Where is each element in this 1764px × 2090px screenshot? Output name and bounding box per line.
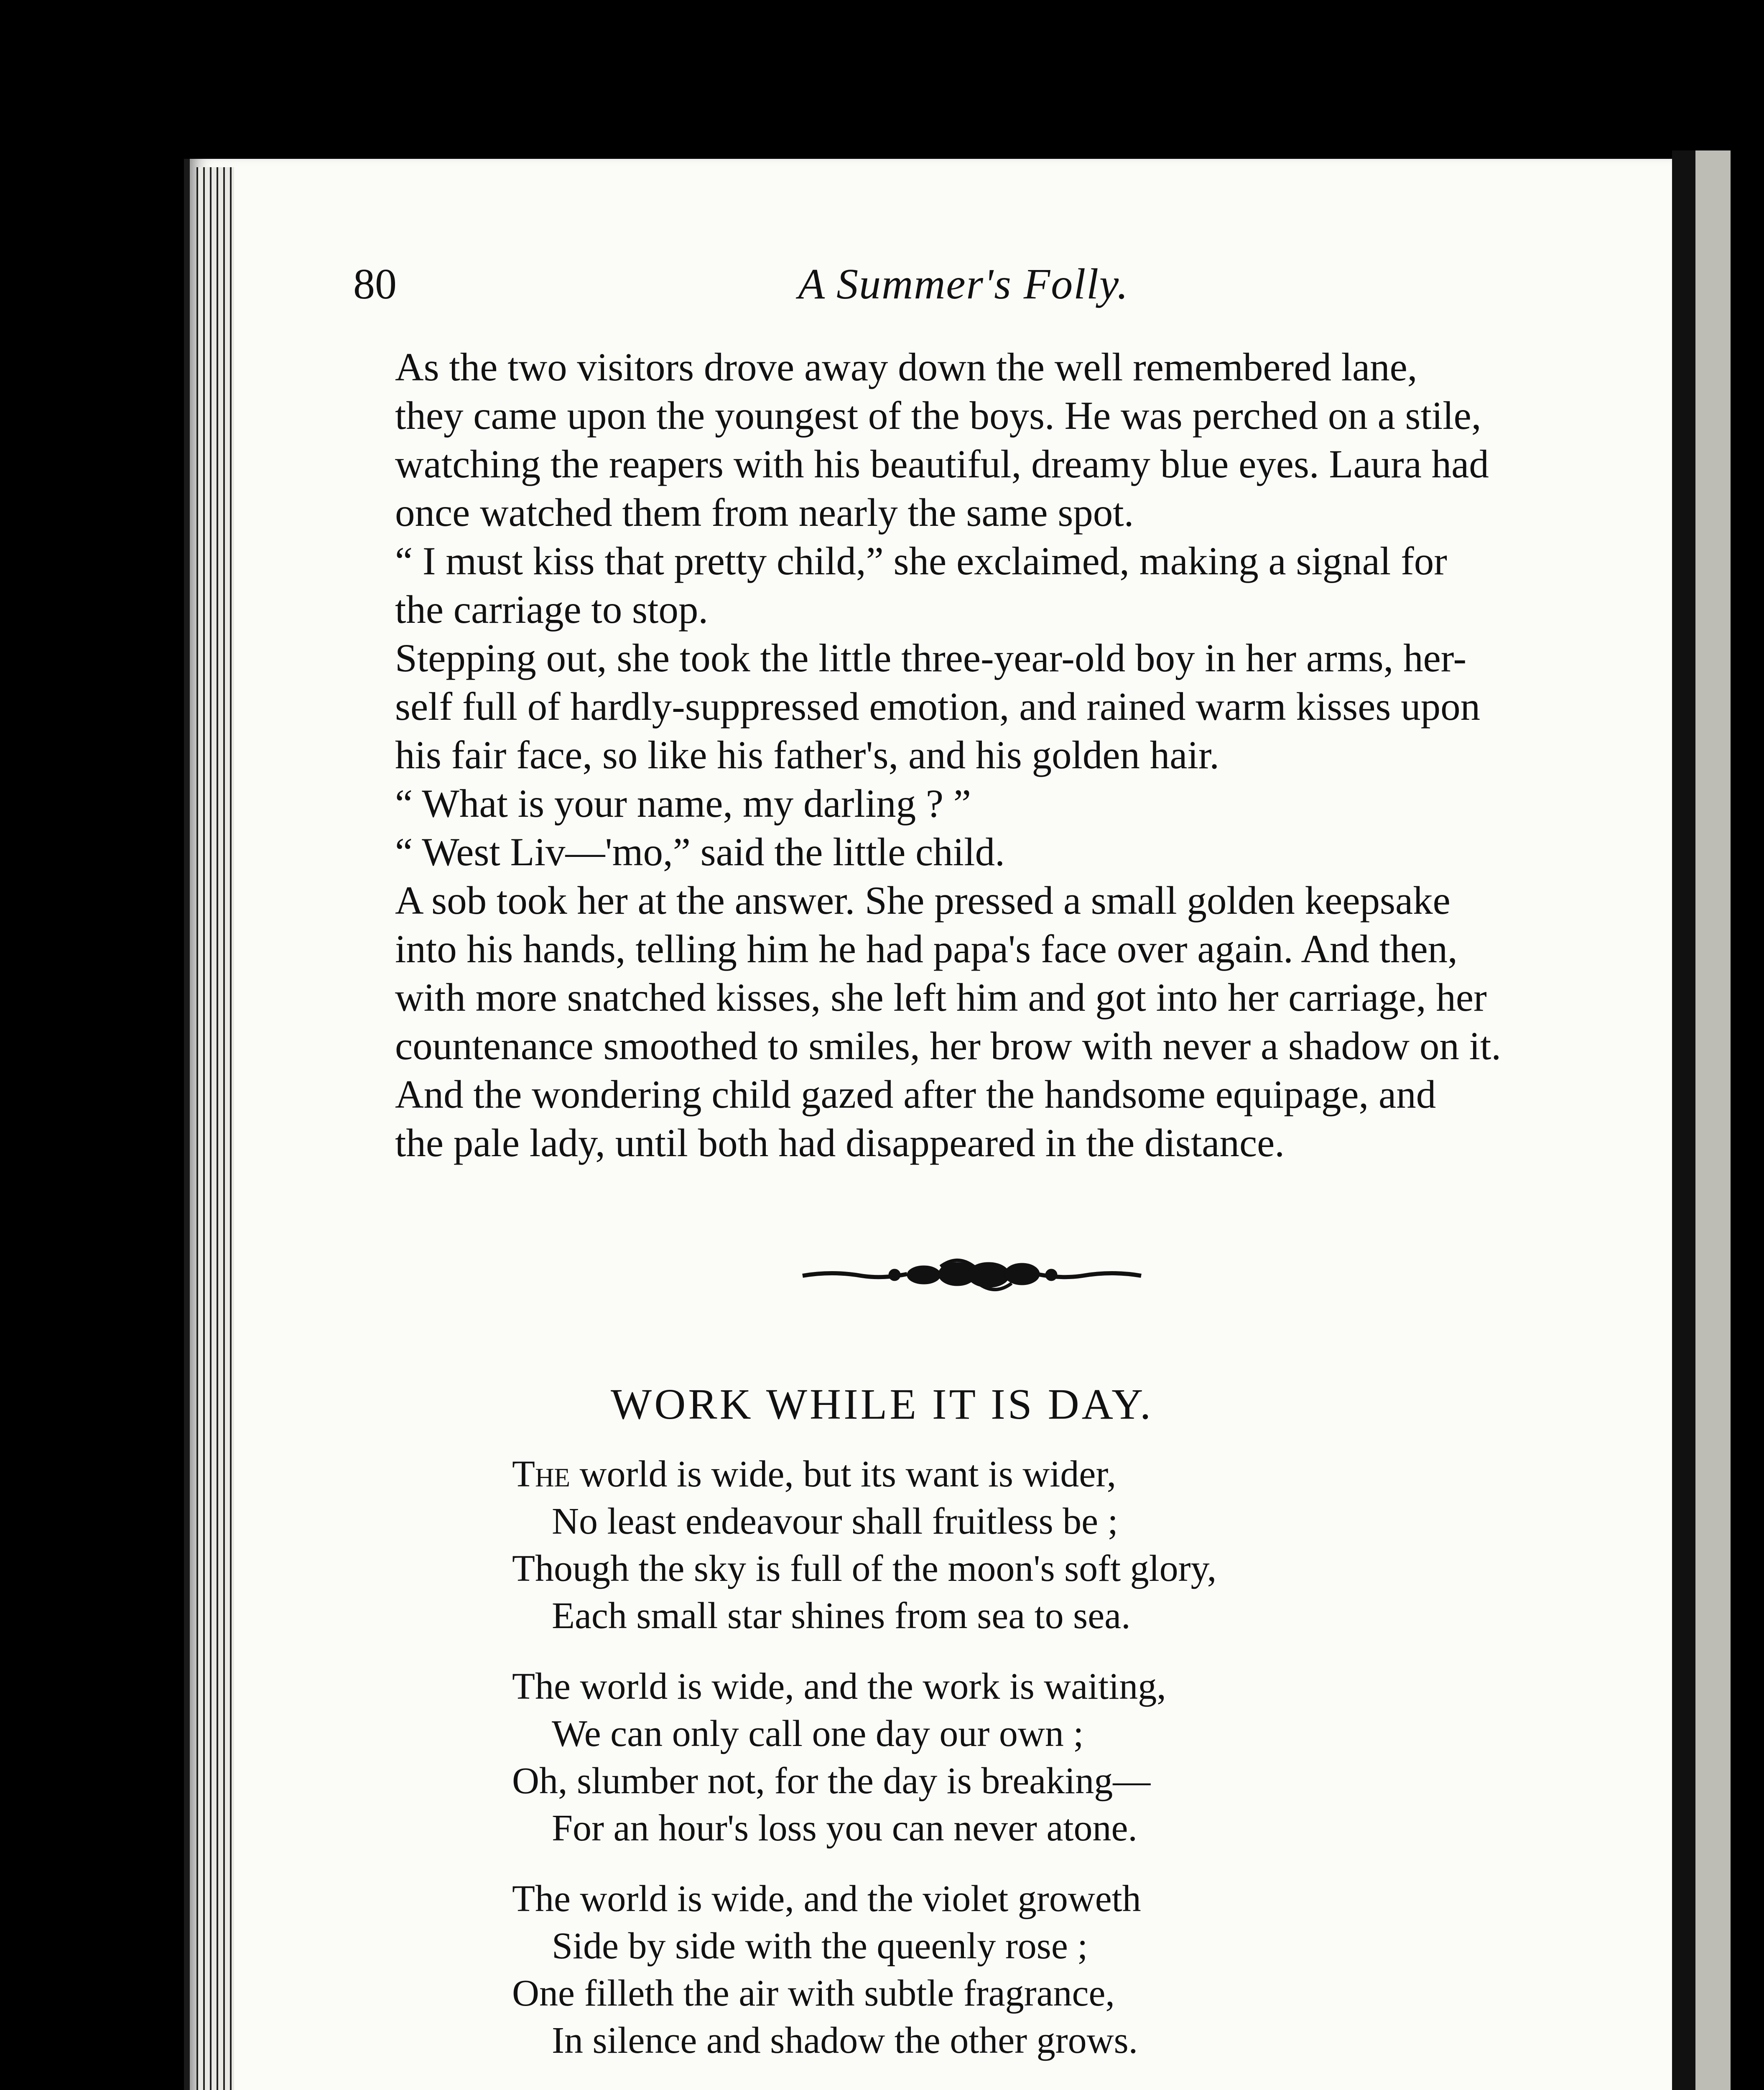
paragraph: [355, 779, 1578, 828]
poem-line: [512, 2087, 1557, 2090]
paragraph: [355, 634, 1578, 779]
poem-first-word: The: [512, 1453, 570, 1495]
poem-line: In silence and shadow the other grows.: [552, 2020, 1138, 2061]
decorative-ornament-divider: [798, 1250, 1145, 1300]
page-edge-stack: [196, 167, 234, 2090]
text-line: Stepping out, she took the little three-year-old boy in her arms, her-: [395, 636, 1467, 680]
text-line: “ What is your name, my darling ? ”: [395, 781, 971, 826]
poem-line: One filleth the air with subtle fragrance,: [512, 1973, 1115, 2014]
text-line: watching the reapers with his beautiful, dreamy blue eyes. Laura had: [395, 442, 1489, 486]
text-line: they came upon the youngest of the boys. He was perched on a stile,: [395, 393, 1481, 438]
poem-stanza: [512, 1875, 1557, 2064]
poem-line: No least endeavour shall fruitless be ;: [552, 1501, 1118, 1542]
poem-line: Though the sky is full of the moon's soft glory,: [512, 1548, 1217, 1589]
text-line: “ I must kiss that pretty child,” she exclaimed, making a signal for: [395, 539, 1447, 583]
paragraph: [355, 876, 1578, 1070]
paragraph: [355, 343, 1578, 537]
text-line: self full of hardly-suppressed emotion, and rained warm kisses upon: [395, 684, 1481, 729]
text-line: the carriage to stop.: [395, 587, 709, 632]
text-line: countenance smoothed to smiles, her brow with never a shadow on it.: [395, 1024, 1501, 1068]
poem-line: Each small star shines from sea to sea.: [552, 1595, 1131, 1636]
poem-line: Oh, slumber not, for the day is breaking—: [512, 1760, 1151, 1802]
page-header: [353, 259, 1574, 322]
poem-stanza: [512, 1450, 1557, 1639]
text-line: once watched them from nearly the same spot.: [395, 490, 1134, 535]
poem-stanza: [512, 1663, 1557, 1852]
poem-line: For an hour's loss you can never atone.: [552, 1807, 1137, 1849]
poem-line: We can only call one day our own ;: [552, 1713, 1084, 1754]
text-line: his fair face, so like his father's, and his golden hair.: [395, 733, 1219, 777]
poem-line: The world is wide, and the work is waiting,: [512, 1666, 1166, 1707]
text-line: into his hands, telling him he had papa's face over again. And then,: [395, 927, 1458, 971]
text-line: “ West Liv—'mo,” said the little child.: [395, 830, 1005, 874]
text-line: with more snatched kisses, she left him and got into her carriage, her: [395, 975, 1487, 1020]
running-title: A Summer's Folly.: [798, 260, 1129, 308]
paragraph: [355, 537, 1578, 634]
book-spine-edge: [1672, 150, 1731, 2090]
text-line: And the wondering child gazed after the handsome equipage, and: [395, 1072, 1436, 1116]
poem-title: WORK WHILE IT IS DAY.: [611, 1380, 1153, 1428]
poem-line-rest: world is wide, but its want is wider,: [570, 1453, 1117, 1495]
poem-stanza: [512, 2087, 1557, 2090]
poem-line: [512, 1450, 1557, 1498]
poem: [512, 1450, 1557, 2090]
text-line: A sob took her at the answer. She pressed a small golden keepsake: [395, 878, 1450, 923]
poem-line: The world is wide, and the violet groweth: [512, 1878, 1141, 1919]
paragraph: [355, 828, 1578, 876]
poem-line: Side by side with the queenly rose ;: [552, 1925, 1088, 1967]
page-number: 80: [353, 260, 397, 308]
prose-body: [355, 343, 1578, 1167]
text-line: As the two visitors drove away down the well remembered lane,: [395, 345, 1417, 389]
paragraph: [355, 1070, 1578, 1167]
text-line: the pale lady, until both had disappeared in the distance.: [395, 1121, 1285, 1165]
